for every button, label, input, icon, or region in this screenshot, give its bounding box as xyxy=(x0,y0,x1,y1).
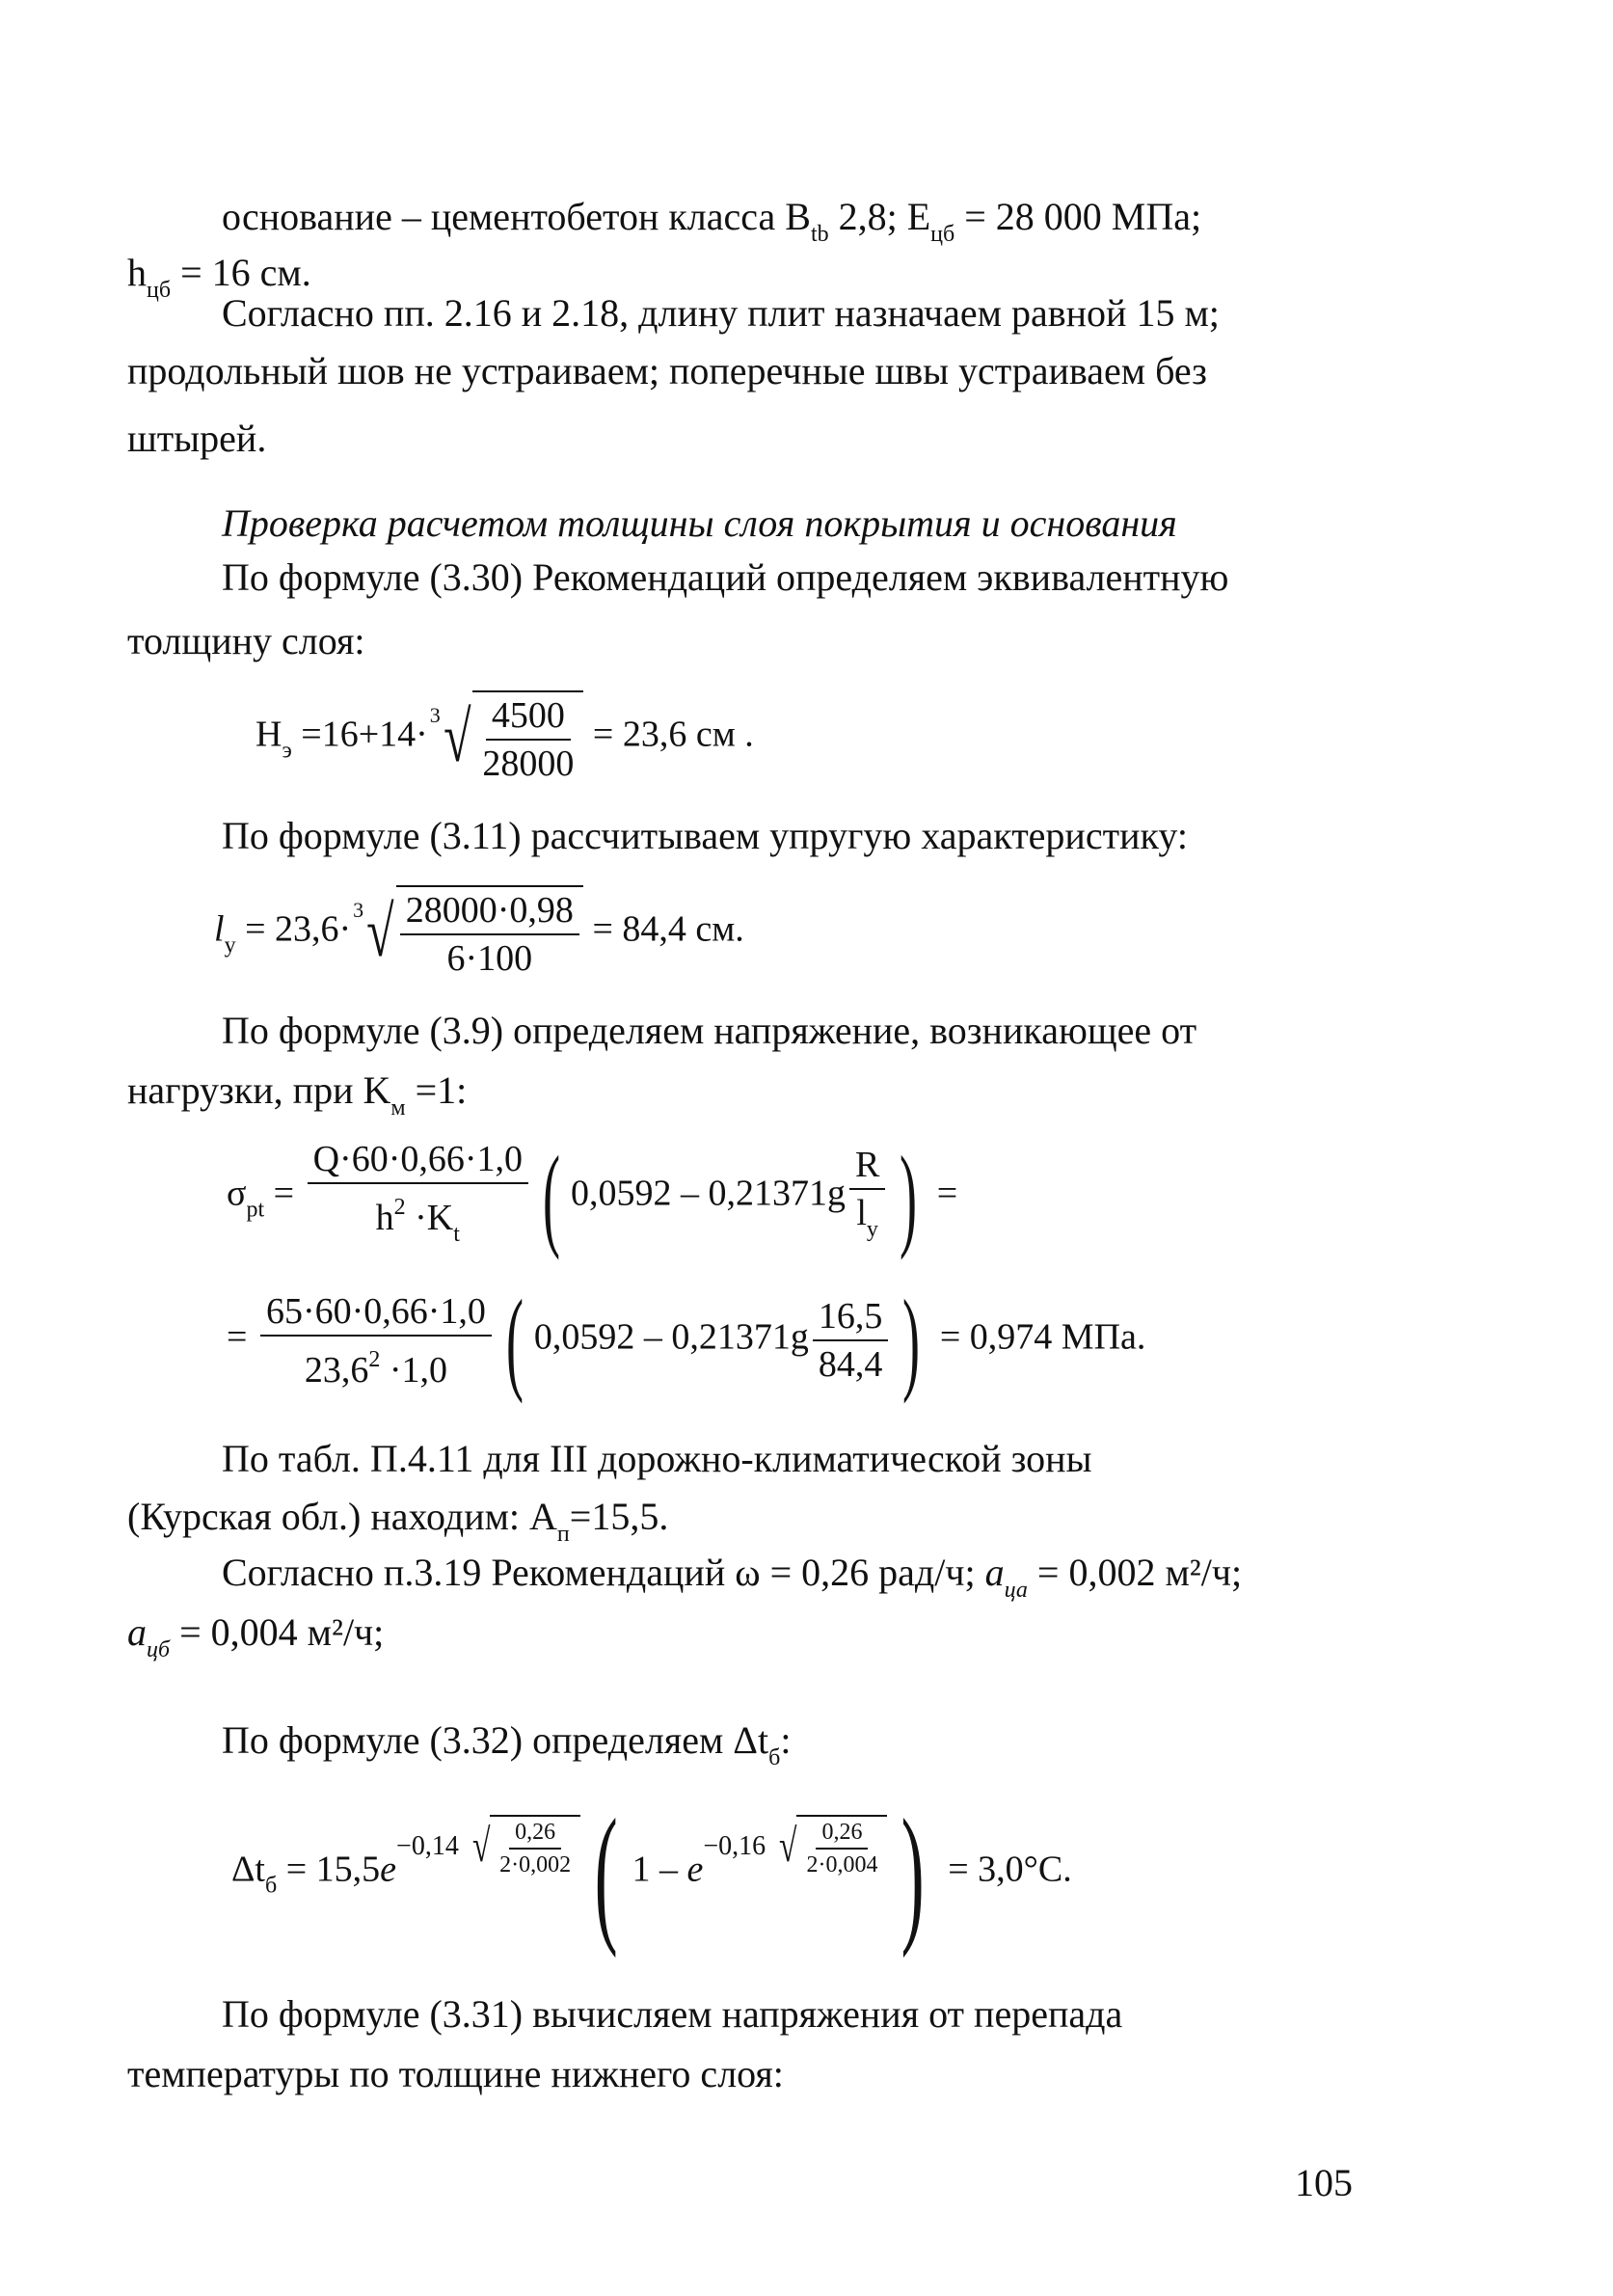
text-line: По формуле (3.31) вычисляем напряжения от перепада xyxy=(222,1992,1123,2036)
formula-stress-general xyxy=(227,1132,958,1260)
formula-temperature-difference xyxy=(231,1787,1072,1958)
text-fragment: =15,5. xyxy=(569,1495,669,1538)
radicand xyxy=(472,690,583,785)
formula-text: 0,0592 – 0,21371g xyxy=(570,1173,846,1214)
text-line xyxy=(222,193,1201,258)
formula-text: 1 – xyxy=(632,1849,687,1890)
square-root xyxy=(766,1815,887,1878)
numerator: R xyxy=(849,1144,885,1190)
formula-text: = xyxy=(227,1316,256,1358)
denominator xyxy=(850,1190,884,1251)
section-heading: Проверка расчетом толщины слоя покрытия и основания xyxy=(222,501,1177,545)
radical-sign: √ xyxy=(471,1820,491,1872)
text-fragment: нагрузки, при K xyxy=(127,1068,391,1112)
exponent xyxy=(703,1815,887,1878)
subscript: цб xyxy=(147,1637,171,1662)
text-fragment: основание – цементобетон класса B xyxy=(222,195,811,238)
fraction xyxy=(800,1819,883,1878)
text-line: продольный шов не устраиваем; поперечные швы устраиваем без xyxy=(127,349,1207,392)
formula-text: = 3,0°C. xyxy=(938,1849,1072,1890)
denominator: 6·100 xyxy=(446,938,533,979)
left-paren: ( xyxy=(505,1276,524,1404)
right-paren: ) xyxy=(902,1276,921,1404)
text-line: Согласно пп. 2.16 и 2.18, длину плит назначаем равной 15 м; xyxy=(222,291,1220,335)
denominator: 2·0,002 xyxy=(499,1851,572,1877)
fraction xyxy=(813,1295,889,1386)
superscript: 2 xyxy=(393,1195,406,1220)
formula-text: −0,14 xyxy=(396,1830,459,1861)
page-number: 105 xyxy=(1295,2161,1353,2204)
subscript: t xyxy=(453,1222,460,1247)
text-line: По табл. П.4.11 для III дорожно-климатической зоны xyxy=(222,1437,1092,1480)
text-fragment: 2,8; E xyxy=(828,195,931,238)
denominator: 28000 xyxy=(482,743,575,784)
text-fragment: : xyxy=(780,1718,792,1762)
denominator: 84,4 xyxy=(818,1344,883,1385)
formula-text: 0,0592 – 0,21371g xyxy=(533,1316,809,1358)
numerator: 65·60·0,66·1,0 xyxy=(260,1290,492,1337)
radical-sign: √ xyxy=(443,698,471,777)
radical-sign: √ xyxy=(779,1820,797,1872)
text-line xyxy=(222,1716,791,1782)
formula-text: = 15,5 xyxy=(277,1849,381,1890)
numerator: Q·60·0,66·1,0 xyxy=(308,1138,528,1184)
cube-root xyxy=(351,885,583,980)
text-fragment: = 16 см. xyxy=(171,251,311,294)
formula-text: h xyxy=(375,1198,394,1238)
left-paren: ( xyxy=(542,1132,560,1260)
denominator xyxy=(370,1184,466,1256)
subscript: цб xyxy=(147,278,172,303)
root-index: 3 xyxy=(353,898,364,922)
formula-text: ·1,0 xyxy=(380,1349,447,1391)
denominator xyxy=(299,1337,453,1391)
fraction xyxy=(308,1138,528,1256)
subscript: б xyxy=(265,1873,278,1899)
subscript: y xyxy=(866,1216,878,1242)
subscript: tb xyxy=(810,222,829,247)
subscript: м xyxy=(390,1095,406,1121)
formula-symbol: H xyxy=(255,714,282,755)
numerator: 0,26 xyxy=(509,1819,561,1850)
formula-symbol: σ xyxy=(227,1173,247,1214)
formula-text: l xyxy=(856,1192,867,1233)
right-paren: ) xyxy=(900,1132,918,1260)
formula-text: 23,6 xyxy=(304,1349,369,1391)
text-fragment: = 0,004 м²/ч; xyxy=(170,1610,385,1654)
text-line xyxy=(127,1608,384,1674)
subscript: pt xyxy=(246,1197,265,1223)
square-root xyxy=(459,1815,580,1878)
subscript: э xyxy=(282,738,292,764)
fraction xyxy=(260,1290,492,1391)
text-fragment: (Курская обл.) находим: A xyxy=(127,1495,557,1538)
radicand xyxy=(396,885,583,980)
radicand xyxy=(796,1815,887,1878)
formula-symbol: e xyxy=(380,1849,397,1890)
formula-symbol: Δt xyxy=(231,1849,265,1890)
subscript: цб xyxy=(930,222,955,247)
formula-equivalent-thickness xyxy=(255,690,754,785)
formula-stress-numeric xyxy=(227,1276,1146,1404)
text-line: По формуле (3.9) определяем напряжение, возникающее от xyxy=(222,1009,1197,1052)
radical-sign: √ xyxy=(366,893,394,972)
subscript: y xyxy=(224,932,236,959)
formula-symbol: a xyxy=(127,1610,147,1654)
text-line: По формуле (3.11) рассчитываем упругую характеристику: xyxy=(222,814,1188,857)
text-fragment: = 28 000 МПа; xyxy=(954,195,1202,238)
formula-symbol: e xyxy=(686,1849,704,1890)
text-line: штырей. xyxy=(127,417,267,460)
formula-text: = xyxy=(264,1173,304,1214)
text-line: По формуле (3.30) Рекомендаций определяем эквивалентную xyxy=(222,555,1229,599)
text-line: температуры по толщине нижнего слоя: xyxy=(127,2052,784,2095)
right-paren: ) xyxy=(901,1787,926,1958)
text-fragment: Согласно п.3.19 Рекомендаций ω = 0,26 рад/ч; xyxy=(222,1551,985,1594)
formula-text: −0,16 xyxy=(703,1830,766,1861)
formula-text: ·K xyxy=(405,1198,454,1238)
text-line xyxy=(222,1549,1242,1614)
formula-elastic-characteristic xyxy=(214,885,744,980)
exponent xyxy=(396,1815,580,1878)
text-fragment: = 0,002 м²/ч; xyxy=(1027,1551,1243,1594)
fraction xyxy=(476,694,579,785)
fraction xyxy=(400,889,579,980)
denominator: 2·0,004 xyxy=(806,1851,878,1877)
radicand xyxy=(490,1815,580,1878)
text-line xyxy=(127,1067,467,1132)
subscript: б xyxy=(768,1745,781,1770)
text-line: толщину слоя: xyxy=(127,619,365,662)
formula-text: =16+14· xyxy=(291,714,428,755)
formula-text: = 23,6 см . xyxy=(583,714,754,755)
formula-text: = 0,974 МПа. xyxy=(930,1316,1146,1358)
formula-symbol: a xyxy=(984,1551,1005,1594)
subscript: п xyxy=(556,1522,570,1547)
numerator: 0,26 xyxy=(816,1819,868,1850)
superscript: 2 xyxy=(368,1346,381,1372)
cube-root xyxy=(428,690,584,785)
numerator: 16,5 xyxy=(813,1295,889,1341)
formula-text: = xyxy=(927,1173,958,1214)
text-fragment: По формуле (3.32) определяем Δt xyxy=(222,1718,769,1762)
subscript: ца xyxy=(1004,1578,1028,1603)
text-fragment: =1: xyxy=(405,1068,468,1112)
fraction xyxy=(849,1144,885,1251)
text-fragment: h xyxy=(127,251,147,294)
numerator: 28000·0,98 xyxy=(400,889,579,935)
root-index: 3 xyxy=(429,703,441,727)
formula-symbol: l xyxy=(214,908,225,950)
left-paren: ( xyxy=(594,1787,618,1958)
formula-text: = 23,6· xyxy=(235,908,352,950)
numerator: 4500 xyxy=(486,694,571,741)
formula-text: = 84,4 см. xyxy=(582,908,744,950)
fraction xyxy=(494,1819,577,1878)
